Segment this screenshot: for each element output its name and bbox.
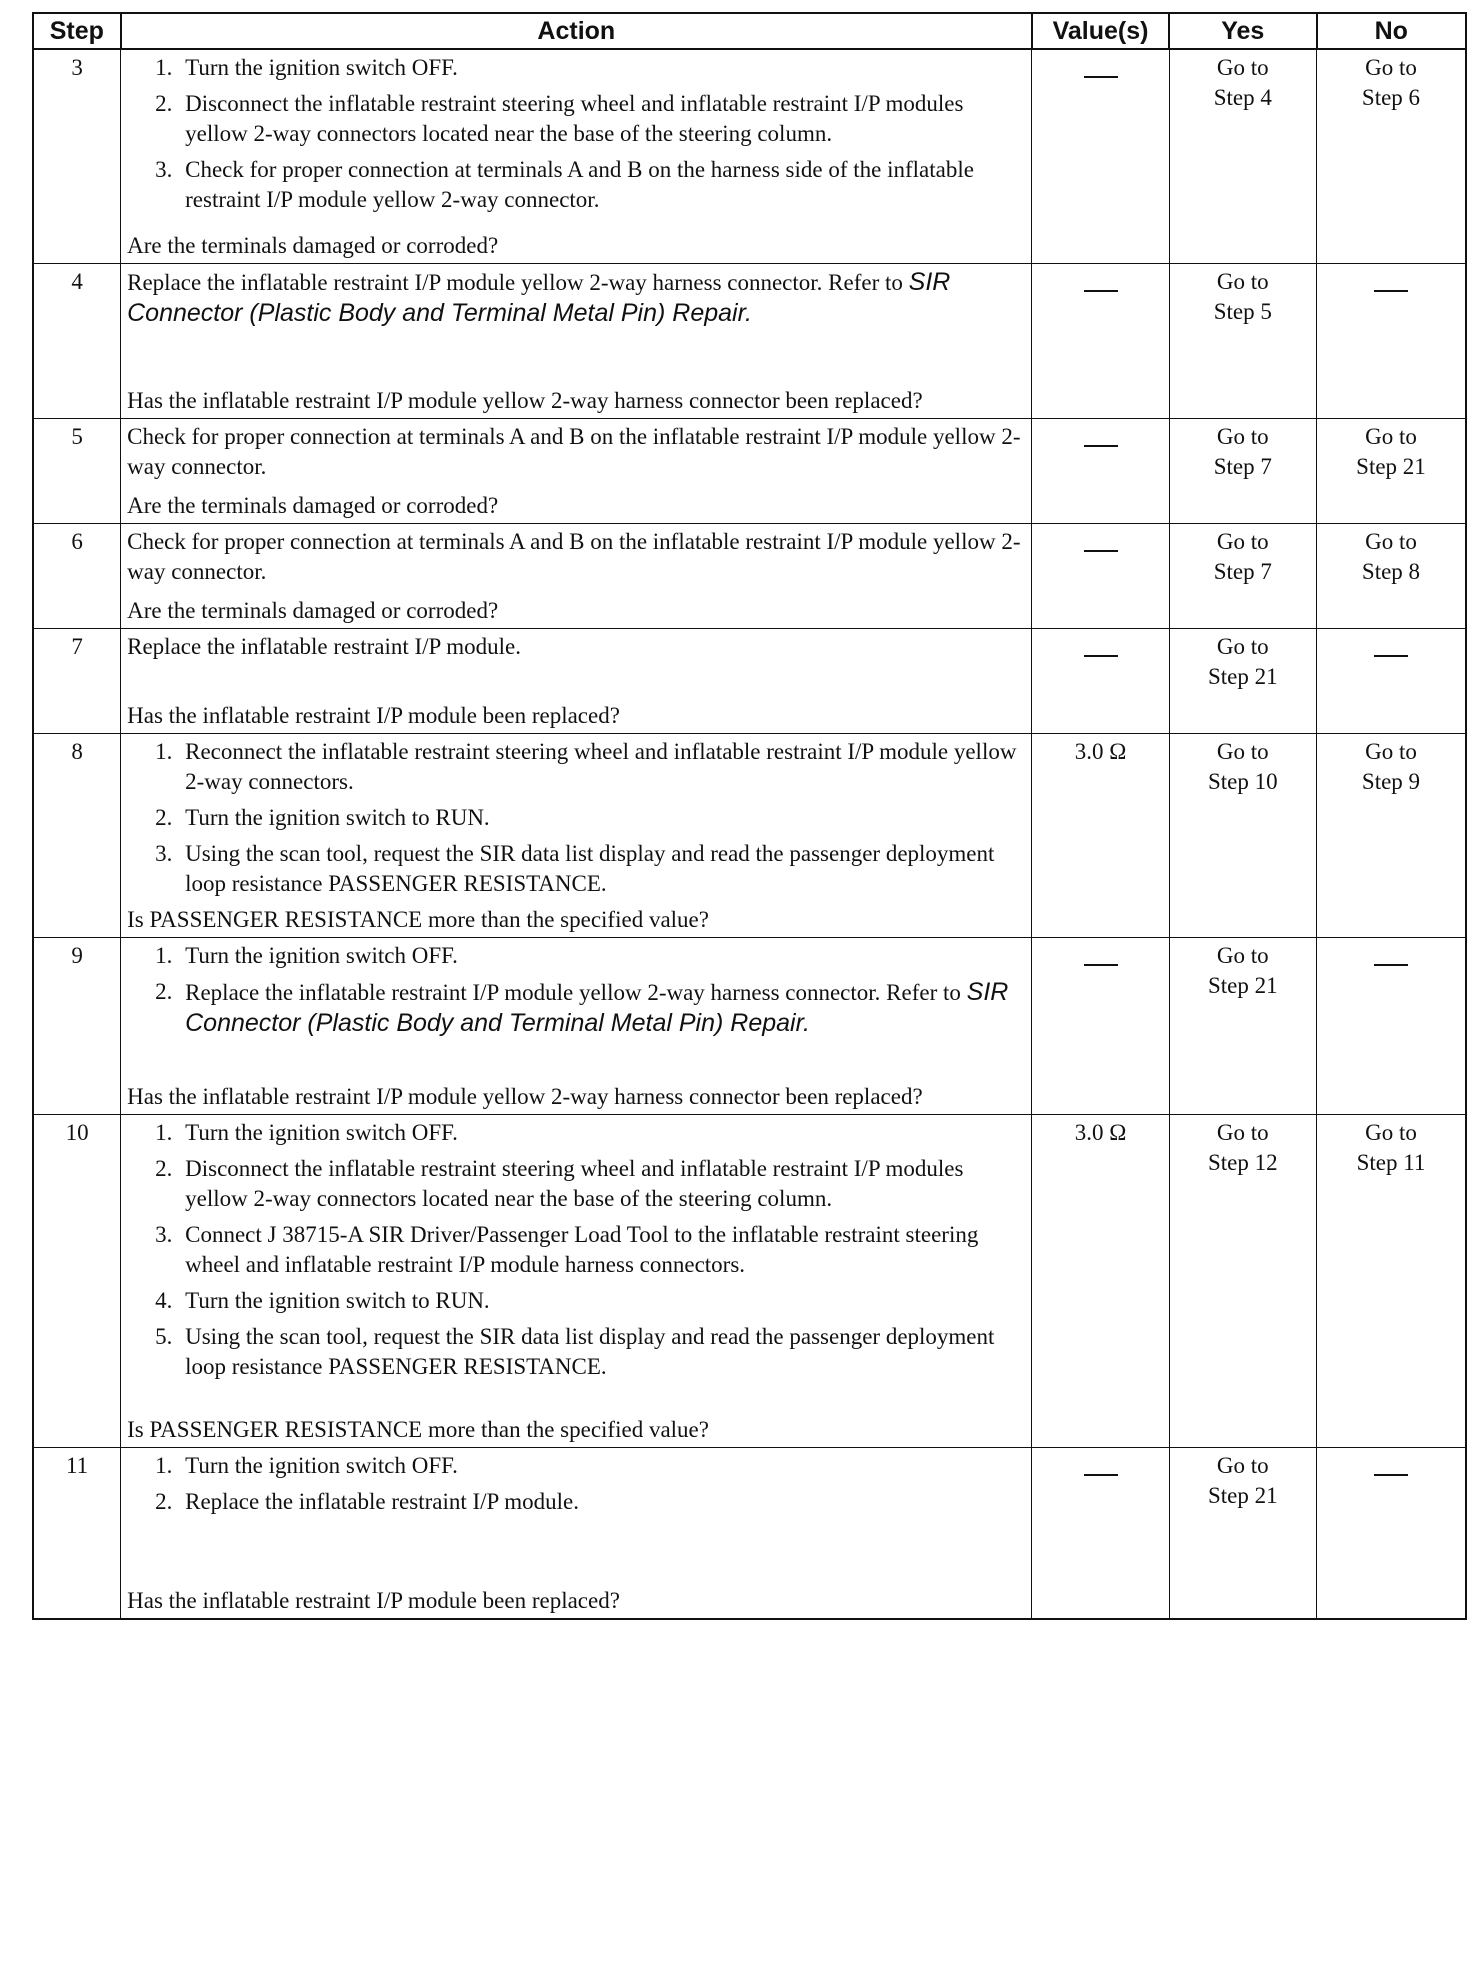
action-step-number: 5.	[155, 1324, 173, 1349]
action-question: Has the inflatable restraint I/P module been replaced?	[127, 1588, 620, 1613]
goto-line: Step 4	[1213, 85, 1272, 110]
procedure-reference-link[interactable]: SIR Connector (Plastic Body and Terminal Metal Pin) Repair.	[127, 268, 951, 327]
yes-cell	[1169, 1448, 1316, 1620]
procedure-reference-link[interactable]: SIR Connector (Plastic Body and Terminal Metal Pin) Repair.	[185, 978, 1009, 1037]
goto-line: Go to	[1365, 529, 1417, 554]
action-step-number: 3.	[155, 1222, 173, 1247]
action-step	[127, 155, 1025, 215]
action-step-text: Turn the ignition switch to RUN.	[185, 1288, 490, 1313]
action-step-number: 1.	[155, 1120, 173, 1145]
action-step-text: Replace the inflatable restraint I/P module yellow 2-way harness connector. Refer to	[185, 980, 961, 1005]
yes-cell	[1169, 734, 1316, 938]
action-step	[127, 737, 1025, 797]
action-step-text: Turn the ignition switch to RUN.	[185, 805, 490, 830]
table-row	[33, 49, 1466, 264]
step-number: 10	[33, 1115, 121, 1448]
dash-mark	[1374, 290, 1408, 292]
step-number: 3	[33, 49, 121, 264]
action-content	[127, 53, 1025, 261]
table-row	[33, 524, 1466, 629]
value-cell	[1032, 1448, 1169, 1620]
action-step-number: 2.	[155, 91, 173, 116]
step-number: 11	[33, 1448, 121, 1620]
dash-mark	[1084, 290, 1118, 292]
action-body	[127, 632, 1025, 662]
no-cell	[1317, 1115, 1467, 1448]
action-question: Has the inflatable restraint I/P module yellow 2-way harness connector been replaced?	[127, 388, 923, 413]
cell-value: 3.0 Ω	[1074, 739, 1127, 764]
action-step	[127, 1118, 1025, 1148]
table-row	[33, 264, 1466, 419]
action-body	[127, 527, 1025, 587]
table-header-row	[33, 13, 1466, 49]
action-step-text: Disconnect the inflatable restraint steering wheel and inflatable restraint I/P modules yellow 2-way connectors located near the base of the steering column.	[185, 1156, 964, 1211]
action-text	[127, 632, 1025, 662]
yes-cell	[1169, 629, 1316, 734]
goto-line: Go to	[1216, 1453, 1269, 1478]
action-body	[127, 941, 1025, 1045]
action-text	[127, 422, 1025, 482]
action-content	[127, 267, 1025, 416]
step-number: 5	[33, 419, 121, 524]
header-yes: Yes	[1169, 13, 1316, 49]
diagnostic-table	[32, 12, 1467, 1620]
action-cell	[121, 629, 1032, 734]
action-question: Has the inflatable restraint I/P module yellow 2-way harness connector been replaced?	[127, 1084, 923, 1109]
action-cell	[121, 524, 1032, 629]
diagnostic-table-page	[32, 12, 1467, 1620]
dash-mark	[1374, 964, 1408, 966]
dash-mark	[1084, 1474, 1118, 1476]
action-body	[127, 267, 1025, 329]
action-step-number: 1.	[155, 943, 173, 968]
action-question: Are the terminals damaged or corroded?	[127, 598, 499, 623]
no-cell	[1317, 524, 1467, 629]
yes-cell	[1169, 938, 1316, 1115]
action-step-text: Turn the ignition switch OFF.	[185, 55, 458, 80]
action-content	[127, 737, 1025, 935]
action-step	[127, 1286, 1025, 1316]
action-body	[127, 737, 1025, 905]
goto-line: Go to	[1216, 634, 1269, 659]
dash-mark	[1084, 76, 1118, 78]
no-cell	[1317, 264, 1467, 419]
action-cell	[121, 938, 1032, 1115]
goto-line: Step 6	[1361, 85, 1421, 110]
action-content	[127, 422, 1025, 521]
action-paragraph: Check for proper connection at terminals A and B on the inflatable restraint I/P module yellow 2-way connector.	[127, 424, 1021, 479]
action-steps	[127, 53, 1025, 215]
action-question: Are the terminals damaged or corroded?	[127, 233, 499, 258]
action-body	[127, 1118, 1025, 1388]
action-cell	[121, 1115, 1032, 1448]
action-cell	[121, 419, 1032, 524]
action-step-number: 3.	[155, 157, 173, 182]
yes-cell	[1169, 264, 1316, 419]
goto-line: Step 11	[1356, 1150, 1426, 1175]
header-values: Value(s)	[1032, 13, 1169, 49]
action-step	[127, 1322, 1025, 1382]
action-body	[127, 1451, 1025, 1523]
action-paragraph: Replace the inflatable restraint I/P module.	[127, 634, 521, 659]
value-cell	[1032, 419, 1169, 524]
action-cell	[121, 264, 1032, 419]
action-step	[127, 977, 1025, 1039]
action-question: Is PASSENGER RESISTANCE more than the specified value?	[127, 907, 709, 932]
value-cell	[1032, 264, 1169, 419]
action-step	[127, 53, 1025, 83]
yes-cell	[1169, 419, 1316, 524]
goto-line: Step 5	[1213, 299, 1272, 324]
cell-value: 3.0 Ω	[1074, 1120, 1127, 1145]
no-cell	[1317, 1448, 1467, 1620]
value-cell	[1032, 734, 1169, 938]
action-step-text: Using the scan tool, request the SIR data list display and read the passenger deployment loop resistance PASSENGER RESISTANCE.	[185, 1324, 995, 1379]
table-row	[33, 1448, 1466, 1620]
goto-line: Step 21	[1356, 454, 1426, 479]
goto-line: Go to	[1365, 739, 1417, 764]
action-step	[127, 1220, 1025, 1280]
dash-mark	[1084, 445, 1118, 447]
action-step-text: Using the scan tool, request the SIR data list display and read the passenger deployment loop resistance PASSENGER RESISTANCE.	[185, 841, 995, 896]
action-steps	[127, 1118, 1025, 1382]
action-step	[127, 1451, 1025, 1481]
action-content	[127, 632, 1025, 731]
action-step-number: 1.	[155, 739, 173, 764]
action-step-text: Turn the ignition switch OFF.	[185, 1120, 458, 1145]
goto-line: Go to	[1365, 424, 1417, 449]
action-paragraph: Replace the inflatable restraint I/P module yellow 2-way harness connector. Refer to	[127, 270, 903, 295]
value-cell	[1032, 629, 1169, 734]
yes-cell	[1169, 524, 1316, 629]
step-number: 6	[33, 524, 121, 629]
goto-line: Step 9	[1361, 769, 1421, 794]
no-cell	[1317, 734, 1467, 938]
action-question: Has the inflatable restraint I/P module been replaced?	[127, 703, 620, 728]
action-step-text: Replace the inflatable restraint I/P module.	[185, 1489, 579, 1514]
goto-line: Step 21	[1207, 664, 1278, 689]
action-steps	[127, 941, 1025, 1039]
no-cell	[1317, 419, 1467, 524]
value-cell	[1032, 49, 1169, 264]
action-step-text: Check for proper connection at terminals A and B on the harness side of the inflatable restraint I/P module yellow 2-way connector.	[185, 157, 974, 212]
header-action: Action	[121, 13, 1032, 49]
action-step-number: 4.	[155, 1288, 173, 1313]
action-step	[127, 839, 1025, 899]
action-step-text: Connect J 38715-A SIR Driver/Passenger Load Tool to the inflatable restraint steering wheel and inflatable restraint I/P module harness connectors.	[185, 1222, 979, 1277]
step-number: 4	[33, 264, 121, 419]
action-text	[127, 527, 1025, 587]
dash-mark	[1374, 655, 1408, 657]
action-step	[127, 89, 1025, 149]
header-no: No	[1317, 13, 1467, 49]
action-step-number: 1.	[155, 55, 173, 80]
action-content	[127, 1118, 1025, 1445]
goto-line: Go to	[1216, 529, 1269, 554]
action-step	[127, 1154, 1025, 1214]
header-step: Step	[33, 13, 121, 49]
action-step-number: 2.	[155, 1489, 173, 1514]
step-number: 7	[33, 629, 121, 734]
action-step	[127, 803, 1025, 833]
no-cell	[1317, 629, 1467, 734]
value-cell	[1032, 1115, 1169, 1448]
action-step-text: Reconnect the inflatable restraint steering wheel and inflatable restraint I/P module yellow 2-way connectors.	[185, 739, 1017, 794]
no-cell	[1317, 938, 1467, 1115]
goto-line: Go to	[1216, 269, 1269, 294]
no-cell	[1317, 49, 1467, 264]
action-cell	[121, 49, 1032, 264]
action-content	[127, 941, 1025, 1112]
action-paragraph: Check for proper connection at terminals A and B on the inflatable restraint I/P module yellow 2-way connector.	[127, 529, 1021, 584]
dash-mark	[1084, 655, 1118, 657]
action-step-number: 2.	[155, 979, 173, 1004]
action-step-number: 3.	[155, 841, 173, 866]
table-row	[33, 629, 1466, 734]
action-step-text: Turn the ignition switch OFF.	[185, 943, 458, 968]
action-body	[127, 422, 1025, 482]
action-text	[127, 267, 1025, 329]
dash-mark	[1084, 964, 1118, 966]
action-step-text: Turn the ignition switch OFF.	[185, 1453, 458, 1478]
yes-cell	[1169, 1115, 1316, 1448]
action-steps	[127, 1451, 1025, 1517]
step-number: 8	[33, 734, 121, 938]
goto-line: Go to	[1216, 55, 1269, 80]
goto-line: Go to	[1216, 943, 1269, 968]
action-cell	[121, 1448, 1032, 1620]
action-step-text: Disconnect the inflatable restraint steering wheel and inflatable restraint I/P modules yellow 2-way connectors located near the base of the steering column.	[185, 91, 964, 146]
goto-line: Step 21	[1207, 973, 1278, 998]
goto-line: Go to	[1216, 1120, 1269, 1145]
goto-line: Step 12	[1207, 1150, 1278, 1175]
action-step-number: 2.	[155, 1156, 173, 1181]
action-question: Is PASSENGER RESISTANCE more than the specified value?	[127, 1417, 709, 1442]
action-step-number: 1.	[155, 1453, 173, 1478]
goto-line: Step 7	[1213, 454, 1272, 479]
action-question: Are the terminals damaged or corroded?	[127, 493, 499, 518]
step-number: 9	[33, 938, 121, 1115]
action-body	[127, 53, 1025, 221]
action-steps	[127, 737, 1025, 899]
yes-cell	[1169, 49, 1316, 264]
table-row	[33, 419, 1466, 524]
action-content	[127, 527, 1025, 626]
action-step-number: 2.	[155, 805, 173, 830]
dash-mark	[1374, 1474, 1408, 1476]
table-row	[33, 1115, 1466, 1448]
goto-line: Go to	[1216, 739, 1269, 764]
action-step	[127, 1487, 1025, 1517]
goto-line: Go to	[1365, 55, 1417, 80]
action-cell	[121, 734, 1032, 938]
goto-line: Go to	[1365, 1120, 1417, 1145]
goto-line: Step 8	[1361, 559, 1421, 584]
goto-line: Step 7	[1213, 559, 1272, 584]
goto-line: Step 21	[1207, 1483, 1278, 1508]
action-step	[127, 941, 1025, 971]
value-cell	[1032, 938, 1169, 1115]
action-content	[127, 1451, 1025, 1616]
goto-line: Go to	[1216, 424, 1269, 449]
value-cell	[1032, 524, 1169, 629]
table-row	[33, 734, 1466, 938]
dash-mark	[1084, 550, 1118, 552]
goto-line: Step 10	[1207, 769, 1278, 794]
table-row	[33, 938, 1466, 1115]
